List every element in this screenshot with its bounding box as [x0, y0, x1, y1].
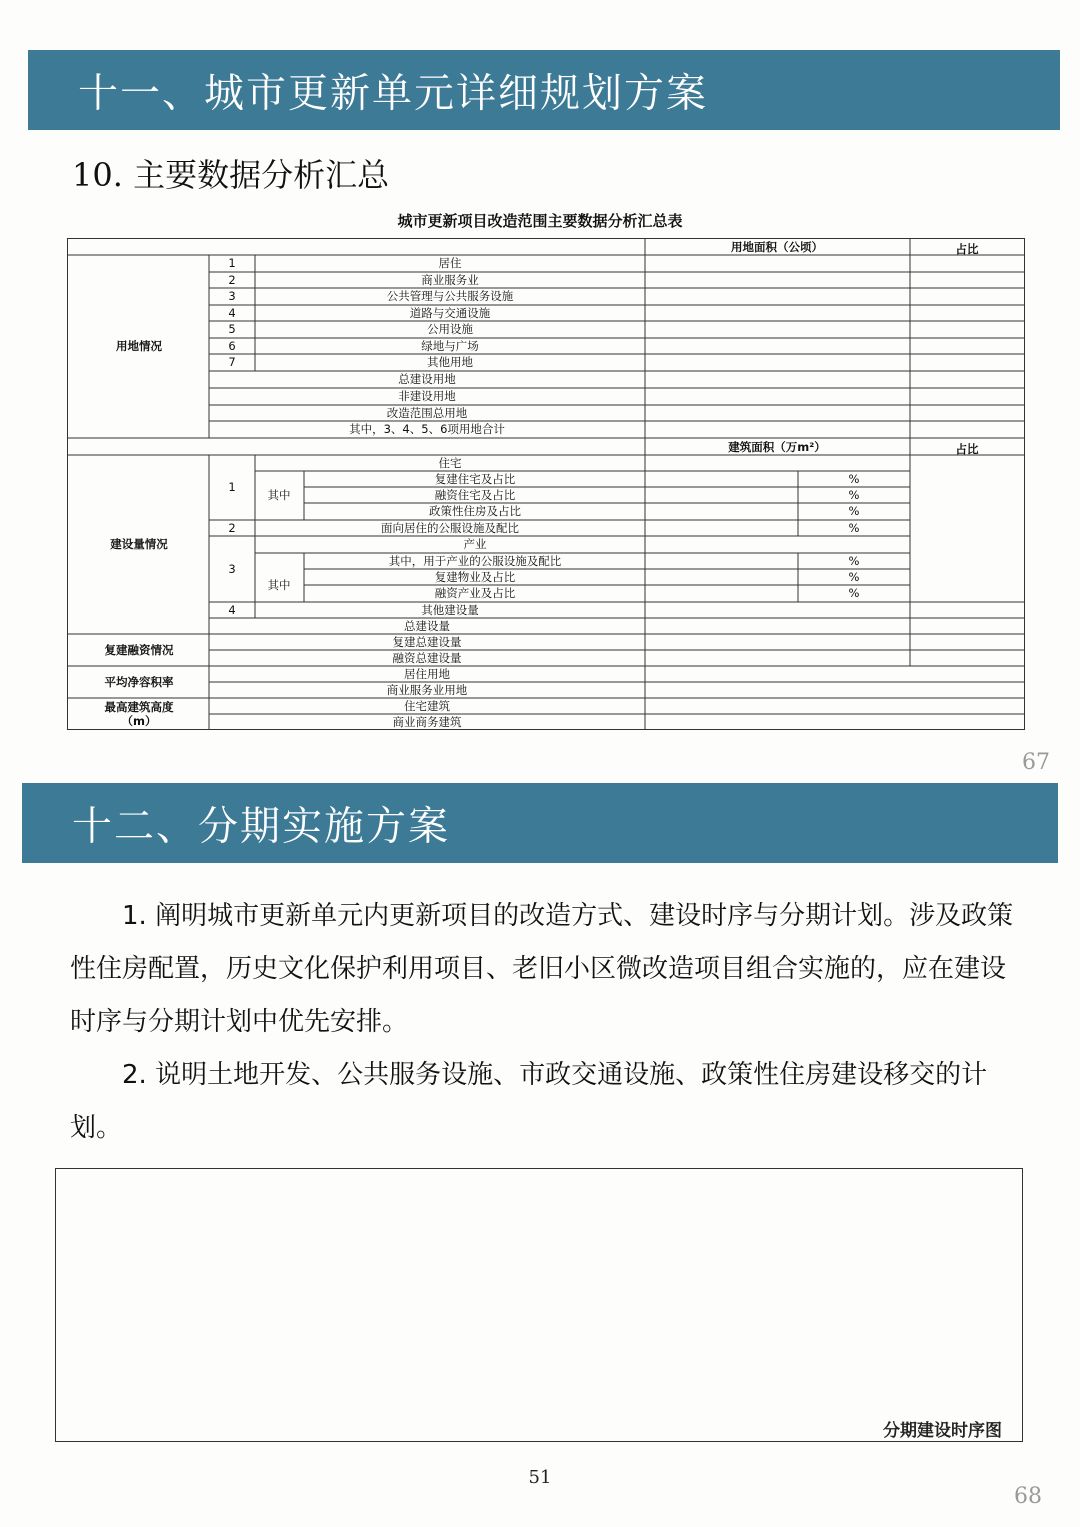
building-ratio-header: 占比 [955, 442, 979, 456]
build-row-number: 3 [228, 562, 236, 576]
land-row-number: 1 [228, 256, 236, 270]
page-number-67: 67 [1022, 750, 1050, 775]
percent-sign: % [848, 504, 860, 518]
body-text [70, 890, 1025, 1155]
land-row-number: 3 [228, 289, 236, 303]
industry-label: 产业 [463, 537, 487, 551]
phasing-diagram-frame [55, 1168, 1023, 1442]
summary-table [67, 238, 1025, 730]
ratio-header: 占比 [955, 242, 979, 256]
far-item: 商业服务业用地 [386, 683, 468, 697]
percent-sign: % [848, 472, 860, 486]
subsection-title: 10. 主要数据分析汇总 [72, 156, 390, 194]
far-item: 居住用地 [404, 667, 450, 681]
qizhong-label: 其中 [267, 488, 291, 502]
land-item: 绿地与广场 [421, 339, 479, 353]
table-grid [67, 238, 1025, 730]
land-item: 公共管理与公共服务设施 [386, 289, 514, 303]
section-title-12: 十二、分期实施方案 [72, 803, 450, 850]
ind-sub-item: 复建物业及占比 [434, 570, 516, 584]
section-title-11: 十一、城市更新单元详细规划方案 [78, 70, 708, 117]
other-build-label: 其他建设量 [421, 603, 479, 617]
land-group-label: 用地情况 [116, 339, 162, 353]
land-total-item: 非建设用地 [398, 389, 456, 403]
section-banner-12 [22, 783, 1058, 863]
rebuild-group-label: 复建融资情况 [104, 643, 174, 657]
land-item: 道路与交通设施 [409, 306, 491, 320]
paragraph-1: 1. 阐明城市更新单元内更新项目的改造方式、建设时序与分期计划。涉及政策性住房配置，历史文化保护利用项目、老旧小区微改造项目组合实施的，应在建设时序与分期计划中优先安排。 [70, 901, 1014, 1037]
total-build-label: 总建设量 [404, 619, 450, 633]
rebuild-item: 融资总建设量 [392, 651, 462, 665]
land-item: 居住 [438, 256, 462, 270]
land-row-number: 2 [228, 273, 236, 287]
percent-sign: % [848, 586, 860, 600]
build-row-number: 4 [228, 603, 236, 617]
build-row-number: 1 [228, 480, 236, 494]
land-row-number: 6 [228, 339, 236, 353]
ind-sub-item: 融资产业及占比 [434, 586, 516, 600]
phasing-diagram-caption: 分期建设时序图 [883, 1421, 1002, 1441]
land-row-number: 4 [228, 306, 236, 320]
building-area-header: 建筑面积（万m²） [728, 440, 826, 454]
res-sub-item: 复建住宅及占比 [434, 472, 516, 486]
ind-sub-item: 其中，用于产业的公服设施及配比 [388, 554, 562, 568]
section-banner-11 [28, 50, 1060, 130]
percent-sign: % [848, 554, 860, 568]
land-row-number: 5 [228, 322, 236, 336]
percent-sign: % [848, 521, 860, 535]
build-row-number: 2 [228, 521, 236, 535]
rebuild-item: 复建总建设量 [392, 635, 462, 649]
footer-page-number: 51 [528, 1467, 552, 1488]
land-item: 其他用地 [427, 355, 473, 369]
build-group-label: 建设量情况 [110, 537, 168, 551]
percent-sign: % [848, 488, 860, 502]
table-caption: 城市更新项目改造范围主要数据分析汇总表 [397, 212, 683, 230]
page-number-68: 68 [1014, 1484, 1042, 1509]
res-sub-item: 融资住宅及占比 [434, 488, 516, 502]
height-item: 住宅建筑 [404, 699, 450, 713]
land-area-header: 用地面积（公顷） [731, 240, 823, 254]
height-item: 商业商务建筑 [392, 715, 462, 729]
land-total-item: 改造范围总用地 [386, 406, 468, 420]
land-item: 公用设施 [427, 322, 473, 336]
height-group-label: 最高建筑高度（m） [104, 700, 174, 728]
qizhong-label: 其中 [267, 578, 291, 592]
land-row-number: 7 [228, 355, 236, 369]
paragraph-2: 2. 说明土地开发、公共服务设施、市政交通设施、政策性住房建设移交的计划。 [70, 1060, 988, 1143]
far-group-label: 平均净容积率 [104, 675, 174, 689]
percent-sign: % [848, 570, 860, 584]
residential-label: 住宅 [438, 456, 462, 470]
res-sub-item: 政策性住房及占比 [429, 504, 521, 518]
land-total-item: 总建设用地 [398, 372, 456, 386]
public-facility-label: 面向居住的公服设施及配比 [381, 521, 519, 535]
land-total-item: 其中，3、4、5、6项用地合计 [349, 422, 505, 436]
land-item: 商业服务业 [421, 273, 479, 287]
